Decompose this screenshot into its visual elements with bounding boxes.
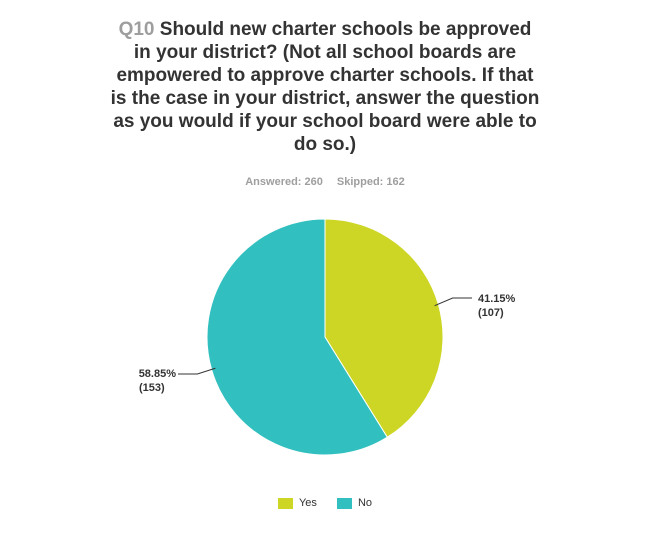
data-label-count-no: (153)	[139, 382, 165, 394]
data-label-percent-no: 58.85%	[138, 368, 176, 380]
leader-line-yes	[435, 298, 472, 306]
legend-label-yes: Yes	[298, 497, 317, 509]
data-label-count-yes: (107)	[478, 307, 504, 319]
legend-label-no: No	[357, 497, 372, 509]
legend-item-no[interactable]	[337, 497, 372, 509]
leader-line-no	[178, 368, 215, 374]
data-label-percent-yes: 41.15%	[478, 293, 516, 305]
question-number: Q10	[118, 19, 155, 40]
legend-item-yes[interactable]	[278, 497, 317, 509]
chart-legend	[0, 497, 650, 509]
skipped-count: Skipped: 162	[336, 176, 405, 188]
answered-count: Answered: 260	[245, 176, 323, 188]
question-text: Should new charter schools be approved in your district? (Not all school boards are empowered to approve charter schools. If that is the case in your district, answer the question as you would if your school board were able to do so.)	[110, 19, 540, 155]
legend-swatch-yes	[278, 498, 293, 509]
legend-swatch-no	[337, 498, 352, 509]
